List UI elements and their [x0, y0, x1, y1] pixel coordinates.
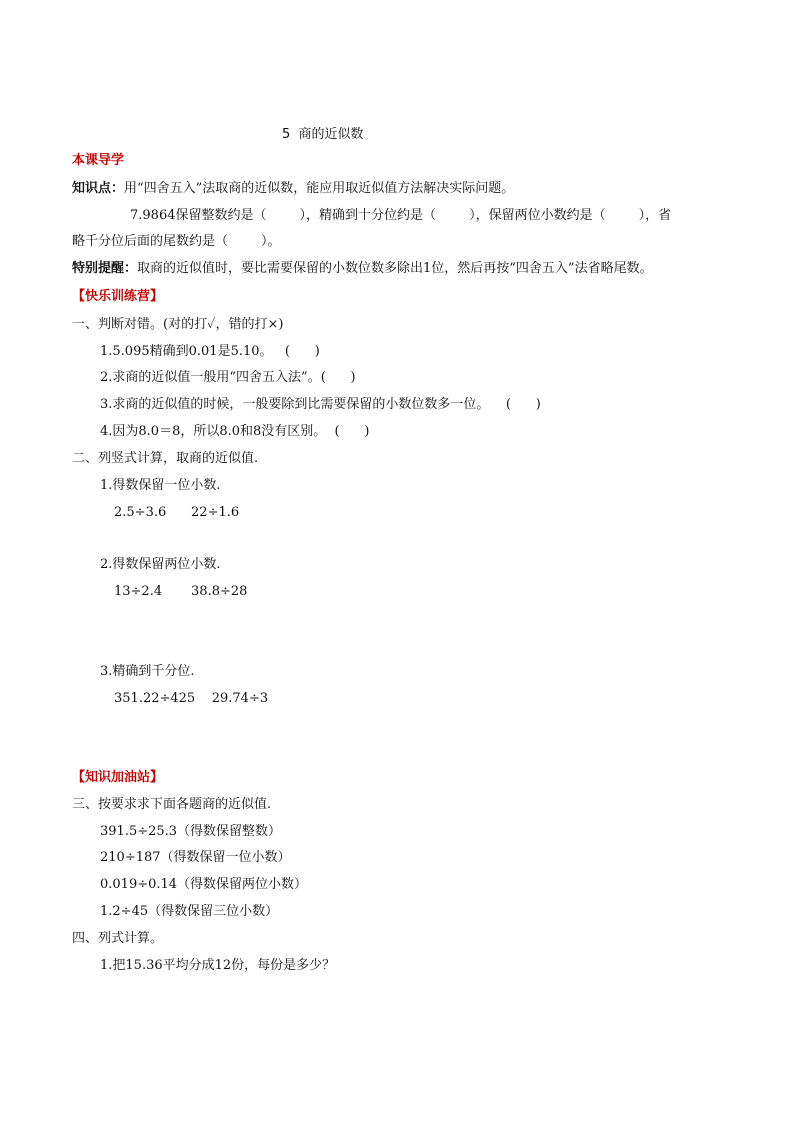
section4-heading: 四、列式计算。: [72, 931, 164, 946]
boost-heading: 【知识加油站】: [72, 770, 164, 785]
list-item: 4.因为8.0＝8，所以8.0和8没有区别。 ( ): [100, 424, 370, 439]
list-item: 2.求商的近似值一般用“四舍五入法”。( ): [100, 370, 356, 385]
list-item: 1.把15.36平均分成12份，每份是多少？: [100, 958, 336, 973]
special-tip: [72, 261, 653, 277]
knowledge-point: [72, 181, 514, 197]
tip-label: 特别提醒：: [72, 261, 138, 276]
section3-heading: 三、按要求求下面各题商的近似值.: [72, 797, 272, 812]
example-line-2: 略千分位后面的尾数约是（ ）。: [72, 234, 281, 249]
sub2-expressions: 13÷2.4 38.8÷28: [114, 584, 248, 599]
knowledge-label: 知识点：: [72, 181, 125, 196]
sub3-label: 3.精确到千分位.: [100, 664, 195, 679]
practice-heading: 【快乐训练营】: [72, 289, 164, 304]
list-item: 0.019÷0.14（得数保留两位小数）: [100, 877, 308, 892]
guide-heading: 本课导学: [72, 153, 125, 168]
list-item: 391.5÷25.3（得数保留整数）: [100, 824, 282, 839]
sub3-expressions: 351.22÷425 29.74÷3: [114, 691, 269, 706]
list-item: 3.求商的近似值的时候，一般要除到比需要保留的小数位数多一位。 ( ): [100, 397, 541, 412]
sub1-label: 1.得数保留一位小数.: [100, 478, 221, 493]
sub1-expressions: 2.5÷3.6 22÷1.6: [114, 505, 240, 520]
tip-text: 取商的近似值时，要比需要保留的小数位数多除出1位，然后再按“四舍五入”法省略尾数。: [137, 261, 653, 276]
sub2-label: 2.得数保留两位小数.: [100, 557, 221, 572]
page-title: 5 商的近似数: [282, 127, 364, 142]
knowledge-text: 用“四舍五入”法取商的近似数，能应用取近似值方法解决实际问题。: [124, 181, 515, 196]
section1-heading: 一、判断对错。(对的打✓，错的打×): [72, 317, 284, 332]
list-item: 210÷187（得数保留一位小数）: [100, 850, 291, 865]
list-item: 1.5.095精确到0.01是5.10。 ( ): [100, 344, 320, 359]
section2-heading: 二、列竖式计算，取商的近似值.: [72, 451, 259, 466]
example-line-1: 7.9864保留整数约是（ ），精确到十分位约是（ ），保留两位小数约是（ ），省: [130, 208, 672, 223]
list-item: 1.2÷45（得数保留三位小数）: [100, 904, 279, 919]
